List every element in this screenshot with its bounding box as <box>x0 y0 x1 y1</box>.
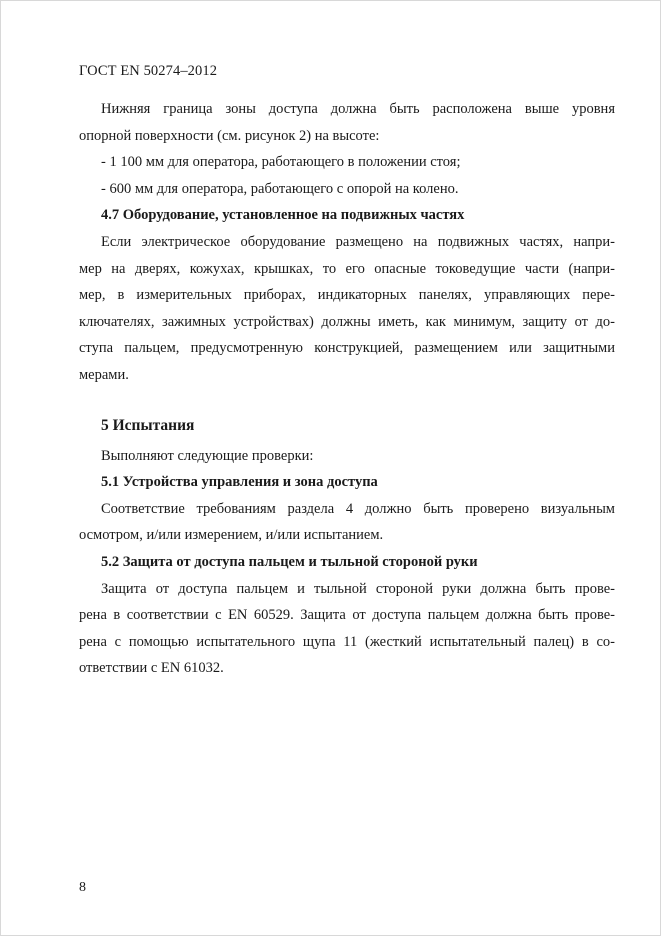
page-number: 8 <box>79 880 86 895</box>
text-line: мер, в измерительных приборах, индикаторных панелях, управляющих пере- <box>79 287 615 304</box>
text-line: Защита от доступа пальцем и тыльной стороной руки должна быть прове- <box>101 580 615 597</box>
text-line: Выполняют следующие проверки: <box>101 447 314 464</box>
text-line: рена с помощью испытательного щупа 11 (жесткий испытательный палец) в со- <box>79 633 615 650</box>
section-heading: 5.1 Устройства управления и зона доступа <box>101 474 378 491</box>
document-header: ГОСТ EN 50274–2012 <box>79 63 218 79</box>
text-line: ступа пальцем, предусмотренную конструкцией, размещением или защитными <box>79 340 615 357</box>
text-line: Нижняя граница зоны доступа должна быть расположена выше уровня <box>101 101 615 117</box>
section-heading: 5 Испытания <box>101 416 195 434</box>
page-content <box>79 96 615 682</box>
section-5-2 <box>79 549 615 682</box>
section-heading: 4.7 Оборудование, установленное на подвижных частях <box>101 207 465 224</box>
section-5-1 <box>79 469 615 549</box>
section-heading: 5.2 Защита от доступа пальцем и тыльной стороной руки <box>101 553 478 570</box>
text-line: рена в соответствии с EN 60529. Защита от доступа пальцем должна быть прове- <box>79 607 615 624</box>
text-line: ответствии с EN 61032. <box>79 660 224 677</box>
text-line: мер на дверях, кожухах, крышках, то его опасные токоведущие части (напри- <box>79 260 615 277</box>
list-item: - 1 100 мм для оператора, работающего в положении стоя; <box>101 154 461 171</box>
text-line: мерами. <box>79 366 129 383</box>
text-line: опорной поверхности (см. рисунок 2) на высоте: <box>79 127 380 144</box>
section-5 <box>79 413 615 470</box>
section-4-7 <box>79 202 615 388</box>
list-item: - 600 мм для оператора, работающего с опорой на колено. <box>101 180 459 197</box>
text-line: Если электрическое оборудование размещено на подвижных частях, напри- <box>101 233 615 250</box>
list-heights <box>79 149 615 202</box>
paragraph-access-zone <box>79 96 615 149</box>
text-line: Соответствие требованиям раздела 4 должно быть проверено визуальным <box>101 500 615 517</box>
text-line: ключателях, зажимных устройствах) должны иметь, как минимум, защиту от до- <box>79 313 615 330</box>
text-line: осмотром, и/или измерением, и/или испытанием. <box>79 527 384 544</box>
